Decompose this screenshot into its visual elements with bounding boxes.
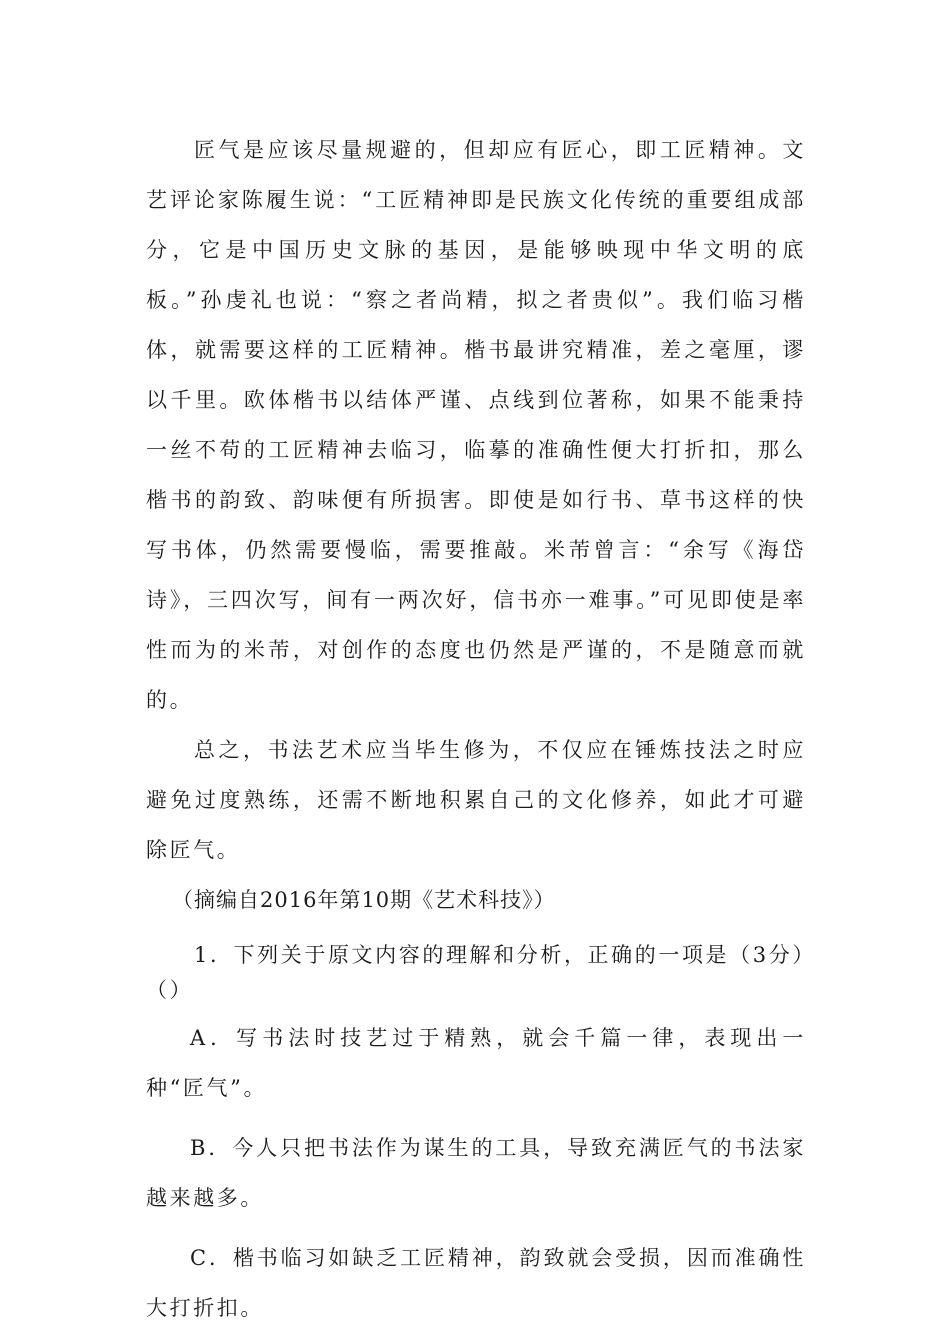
answer-blank: （） (146, 978, 194, 1002)
article-paragraph-2: 总之，书法艺术应当毕生修为，不仅应在锤炼技法之时应避免过度熟练，还需不断地积累自己的文化修养，如此才可避除匠气。 (146, 738, 806, 862)
article-paragraph-1: 匠气是应该尽量规避的，但却应有匠心，即工匠精神。文艺评论家陈履生说：“工匠精神即是民族文化传统的重要组成部分，它是中国历史文脉的基因，是能够映现中华文明的底板。”孙虔礼也说：“察之者尚精，拟之者贵似”。我们临习楷体，就需要这样的工匠精神。楷书最讲究精准，差之毫厘，谬以千里。欧体楷书以结体严谨、点线到位著称，如果不能秉持一丝不苟的工匠精神去临习，临摹的准确性便大打折扣，那么楷书的韵致、韵味便有所损害。即使是如行书、草书这样的快写书体，仍然需要慢临，需要推敲。米芾曾言：“余写《海岱诗》，三四次写，间有一两次好，信书亦一难事。”可见即使是率性而为的米芾，对创作的态度也仍然是严谨的，不是随意而就的。 (146, 138, 806, 712)
article-source: （摘编自2016年第10期《艺术科技》） (172, 888, 556, 912)
option-c: C．楷书临习如缺乏工匠精神，韵致就会受损，因而准确性大打折扣。 (146, 1246, 806, 1320)
document-page (146, 125, 816, 1333)
option-a: A．写书法时技艺过于精熟，就会千篇一律，表现出一种“匠气”。 (146, 1026, 806, 1100)
question-stem: 1．下列关于原文内容的理解和分析，正确的一项是（3分） (194, 943, 816, 967)
option-b: B．今人只把书法作为谋生的工具，导致充满匠气的书法家越来越多。 (146, 1136, 806, 1210)
